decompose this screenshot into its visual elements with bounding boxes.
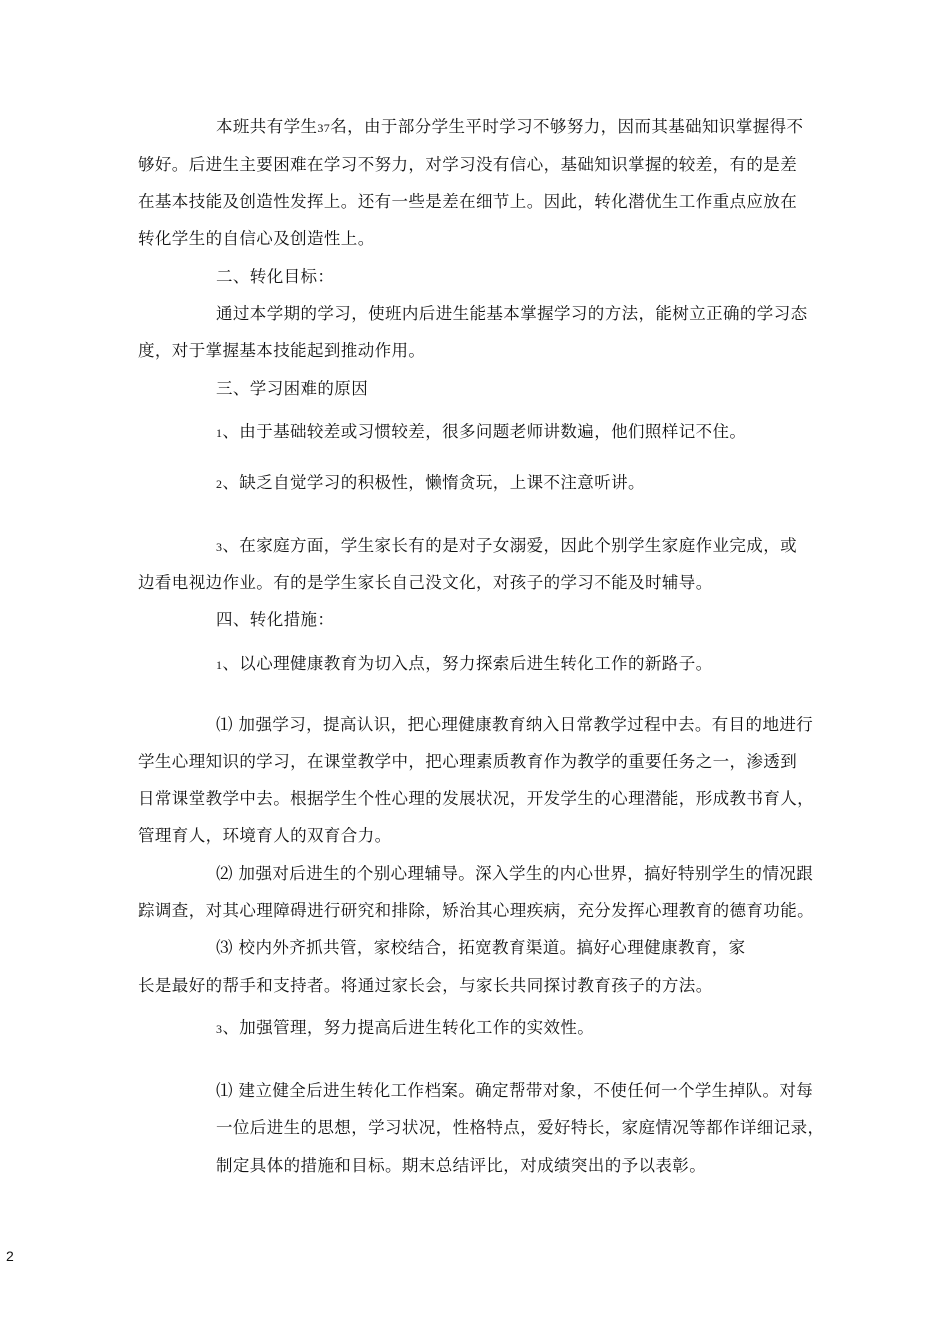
section-heading: 三、学习困难的原因 xyxy=(216,379,369,398)
list-number: 1 xyxy=(216,658,223,672)
text-run: 、加强管理，努力提高后进生转化工作的实效性。 xyxy=(222,1018,595,1037)
student-count: 37 xyxy=(317,121,331,135)
list-number: 3 xyxy=(216,540,223,554)
paragraph-line: 在基本技能及创造性发挥上。还有一些是差在细节上。因此，转化潜优生工作重点应放在 xyxy=(138,192,798,211)
paragraph-line: 通过本学期的学习，使班内后进生能基本掌握学习的方法，能树立正确的学习态 xyxy=(216,304,808,323)
list-item xyxy=(216,535,797,558)
list-item xyxy=(216,472,645,495)
text-run: 、在家庭方面，学生家长有的是对子女溺爱，因此个别学生家庭作业完成，或 xyxy=(222,536,798,555)
list-item xyxy=(216,653,713,676)
text-run: 、以心理健康教育为切入点，努力探索后进生转化工作的新路子。 xyxy=(222,654,713,673)
paragraph-line: 日常课堂教学中去。根据学生个性心理的发展状况，开发学生的心理潜能，形成教书育人， xyxy=(138,789,814,808)
list-item xyxy=(216,421,746,444)
paragraph-line: 边看电视边作业。有的是学生家长自己没文化，对孩子的学习不能及时辅导。 xyxy=(138,573,713,592)
paragraph-line: ⑴ 加强学习，提高认识，把心理健康教育纳入日常教学过程中去。有目的地进行 xyxy=(216,715,814,734)
list-number: 3 xyxy=(216,1022,223,1036)
list-number: 2 xyxy=(216,477,223,491)
paragraph-line: 学生心理知识的学习，在课堂教学中，把心理素质教育作为教学的重要任务之一，渗透到 xyxy=(138,752,798,771)
paragraph-line: 制定具体的措施和目标。期末总结评比，对成绩突出的予以表彰。 xyxy=(216,1156,707,1175)
section-heading: 四、转化措施： xyxy=(216,610,335,629)
list-item xyxy=(216,1017,594,1040)
paragraph-line: ⑴ 建立健全后进生转化工作档案。确定帮带对象，不使任何一个学生掉队。对每 xyxy=(216,1081,814,1100)
text-run: 、由于基础较差或习惯较差，很多问题老师讲数遍，他们照样记不住。 xyxy=(222,422,747,441)
paragraph-line: 一位后进生的思想，学习状况，性格特点，爱好特长，家庭情况等都作详细记录， xyxy=(216,1118,825,1137)
paragraph-line: 长是最好的帮手和支持者。将通过家长会，与家长共同探讨教育孩子的方法。 xyxy=(138,976,713,995)
page-number: 2 xyxy=(6,1248,14,1264)
paragraph-line xyxy=(216,116,803,139)
text-run: 名，由于部分学生平时学习不够努力，因而其基础知识掌握得不 xyxy=(330,117,804,136)
paragraph-line: 踪调查，对其心理障碍进行研究和排除，矫治其心理疾病，充分发挥心理教育的德育功能。 xyxy=(138,901,814,920)
paragraph-line: 度，对于掌握基本技能起到推动作用。 xyxy=(138,341,426,360)
list-number: 1 xyxy=(216,426,223,440)
paragraph-line: ⑵ 加强对后进生的个别心理辅导。深入学生的内心世界，搞好特别学生的情况跟 xyxy=(216,864,814,883)
text-run: 本班共有学生 xyxy=(216,117,318,136)
paragraph-line: 转化学生的自信心及创造性上。 xyxy=(138,229,375,248)
text-run: 、缺乏自觉学习的积极性，懒惰贪玩，上课不注意听讲。 xyxy=(222,473,645,492)
paragraph-line: ⑶ 校内外齐抓共管，家校结合，拓宽教育渠道。搞好心理健康教育，家 xyxy=(216,938,746,957)
section-heading: 二、转化目标： xyxy=(216,267,335,286)
paragraph-line: 管理育人，环境育人的双育合力。 xyxy=(138,826,392,845)
paragraph-line: 够好。后进生主要困难在学习不努力，对学习没有信心，基础知识掌握的较差，有的是差 xyxy=(138,155,798,174)
